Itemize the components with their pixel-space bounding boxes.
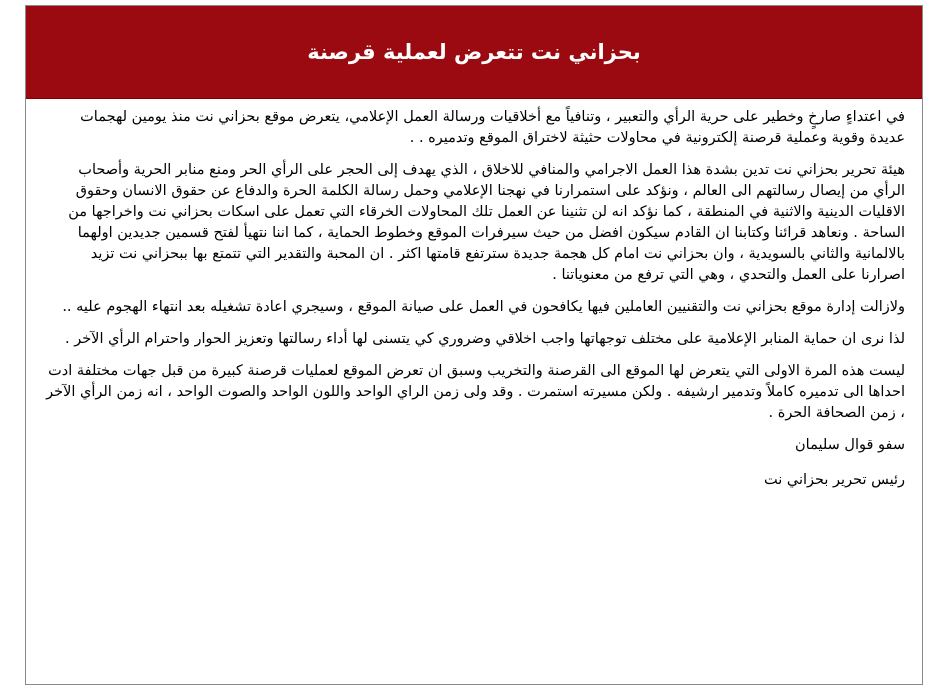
article-frame [25,5,923,685]
article-header [26,6,922,99]
article-paragraph-2: هيئة تحرير بحزاني نت تدين بشدة هذا العمل الاجرامي والمنافي للاخلاق ، الذي يهدف إلى الحجر على الرأي الحر ومنع منابر الحرية وأصحاب الرأي من إيصال رسالتهم الى العالم ، ونؤكد على استمرارنا في نهجنا الإعلامي وحمل رسالة الكلمة الحرة والدفاع عن حقوق الانسان وحقوق الاقليات الدينية والاثنية في المنطقة ، كما نؤكد انه لن تثنينا عن العمل تلك المحاولات الخرقاء التي تعمل على اسكات بحزاني نت واخراجها من الساحة . ونعاهد قرائنا وكتابنا ان القادم سيكون افضل من حيث سيرفرات الموقع وخطوط الحماية ، كما اننا نتهيأ لفتح قسمين جديدين اولهما بالالمانية والثاني بالسويدية ، وان بحزاني نت امام كل هجمة جديدة سترتفع قامتها اكثر . ان المحبة والتقدير التي تتمتع بها ببحزاني نت تزيد اصرارنا على العمل والتحدي ، وهي التي ترفع من معنوياتنا . [68,162,905,283]
article-paragraph-3: ولازالت إدارة موقع بحزاني نت والتقنيين العاملين فيها يكافحون في العمل على صيانة الموقع ، وسيجري اعادة تشغيله بعد انتهاء الهجوم عليه .. [62,299,905,315]
signature-role: رئيس تحرير بحزاني نت [764,472,905,488]
article-paragraph-5: ليست هذه المرة الاولى التي يتعرض لها الموقع الى القرصنة والتخريب وسبق ان تعرض الموقع لعمليات قرصنة كبيرة من قبل جهات مختلفة ادت احداها الى تدميره كاملاً وتدمير ارشيفه . ولكن مسيرته استمرت . وقد ولى زمن الراي الواحد واللون الواحد والصوت الواحد ، انه زمن الرأي الآخر ، زمن الصحافة الحرة . [46,363,905,421]
article-paragraph-4: لذا نرى ان حماية المنابر الإعلامية على مختلف توجهاتها واجب اخلاقي وضروري كي يتسنى لها أداء رسالتها وتعزيز الحوار واحترام الرأي الآخر . [65,331,905,347]
article-title: بحزاني نت تتعرض لعملية قرصنة [307,40,641,64]
signature-name: سفو قوال سليمان [795,437,905,453]
article-body [26,99,922,491]
article-paragraph-1: في اعتداءٍ صارخٍ وخطير على حرية الرأي والتعبير ، وتنافياً مع أخلاقيات ورسالة العمل الإعلامي، يتعرض موقع بحزاني نت منذ يومين لهجمات عديدة وقوية وعملية قرصنة إلكترونية في محاولات حثيثة لاختراق الموقع وتدميره . . [80,109,905,146]
